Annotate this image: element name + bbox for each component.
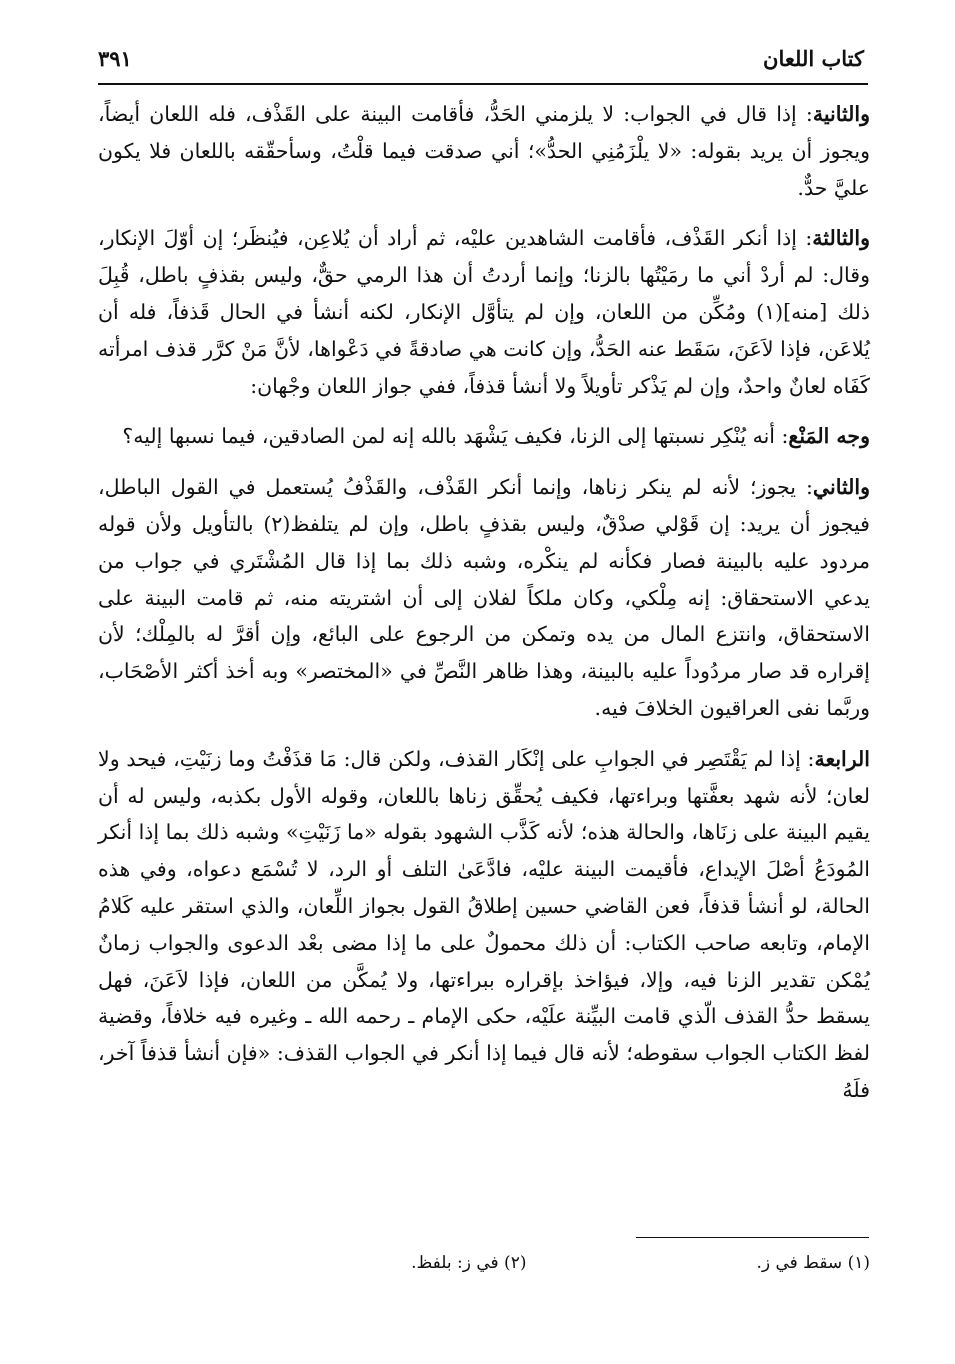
- page-header: [98, 38, 864, 78]
- footnote-text: سقط في ز.: [756, 1253, 843, 1273]
- page-number: ٣٩١: [98, 45, 132, 71]
- header-divider: [98, 83, 868, 85]
- paragraph-text: : إذا أنكر القَذْف، فأقامت الشاهدين عليْه، ثم أراد أن يُلاعِن، فيُنظَر؛ إن أوّلَ الإنكار، وقال: لم أردْ أني ما رمَيْتُها بالزنا؛ وإنما أردتُ أن هذا الرمي حقٌّ، وليس بقذفٍ باطل، قُبِلَ ذلك [منه](١) ومُكِّن من اللعان، وإن لم يتأوَّل الإنكار، لكنه أنشأ في الحال قَذفاً، فله أن يُلاعَن، فإذا لاَعَنَ، سَقَط عنه الحَدُّ، وإن كانت هي صادقةً في دَعْواها، لأنَّ مَنْ كرَّر قذف امرأته كَفَاه لعانٌ واحدٌ، وإن لم يَذْكر تأويلاً ولا أنشأ قذفاً، ففي جواز اللعان وجْهان:: [98, 226, 870, 398]
- paragraph: [98, 469, 870, 727]
- paragraph-lead: الرابعة: [814, 746, 870, 771]
- paragraph: [98, 220, 870, 404]
- paragraph-lead: والثانية: [812, 102, 870, 126]
- paragraph: [98, 96, 870, 206]
- footnote: [756, 1253, 870, 1273]
- paragraph-text: : أنه يُنْكِر نسبتها إلى الزنا، فكيف يَشْهَد بالله إنه لمن الصادقين، فيما نسبها إليه؟: [122, 424, 789, 449]
- paragraph-lead: والثالثة: [812, 226, 870, 251]
- footnote-marker: (١): [847, 1253, 870, 1273]
- footnotes: [98, 1243, 870, 1283]
- footnote: [411, 1253, 526, 1273]
- footnote-text: في ز: بلفظ.: [411, 1253, 499, 1273]
- footnote-marker: (٢): [504, 1253, 527, 1273]
- footnote-divider: [636, 1237, 869, 1238]
- paragraph: [98, 418, 870, 455]
- paragraph-text: : يجوز؛ لأنه لم ينكر زناها، وإنما أنكر القَذْف، والقَذْفُ يُستعمل في القول الباطل، فيجوز أن يريد: إن قَوْلي صدْقٌ، وليس بقذفٍ باطل، وإن لم يتلفظ(٢) بالتأويل ولأن قوله مردود عليه بالبينة فصار فكأنه لم ينكْره، وشبه ذلك بما إذا قال المُشْتَري في جواب من يدعي الاستحقاق: إنه مِلْكي، وكان ملكاً لفلان إلى أن اشتريته منه، ثم قامت البينة على الاستحقاق، وانتزع المال من يده وتمكن من الرجوع على البائع، وإن أقرَّ له بالمِلْك؛ لأن إقراره قد صار مردُوداً عليه بالبينة، وهذا ظاهر النَّصِّ في «المختصر» وبه أخذ أكثر الأصْحَاب، وربَّما نفى العراقيون الخلافَ فيه.: [98, 475, 870, 720]
- paragraph: [98, 741, 870, 1109]
- paragraph-lead: وجه المَنْع: [788, 424, 870, 449]
- paragraph-lead: والثاني: [812, 475, 870, 500]
- paragraph-text: : إذا قال في الجواب: لا يلزمني الحَدُّ، فأقامت البينة على القَذْف، فله اللعان أيضاً، ويجوز أن يريد بقوله: «لا يلْزَمُنِي الحدُّ»؛ أني صدقت فيما قلْتُ، وسأحقّقه باللعان فلا يكون عليَّ حدٌّ.: [98, 102, 870, 200]
- chapter-title: كتاب اللعان: [763, 45, 864, 71]
- main-text: [98, 96, 870, 1123]
- paragraph-text: : إذا لم يَقْتَصِر في الجوابِ على إنْكَار القذف، ولكن قال: مَا قذَفْتُ وما زنَيْتِ، فيحد ولا لعان؛ لأنه شهد بعفَّتها وبراءتها، فكيف يُحقِّق زناها باللعان، وقوله الأول بكذبه، وليس له أن يقيم البينة على زنَاها، والحالة هذه؛ لأنه كَذَّب الشهود بقوله «ما زَنَيْتِ» وشبه ذلك بما إذا أنكر المُودَعُ أصْلَ الإيداع، فأقيمت البينة عليْه، فادَّعَىٰ التلف أو الرد، لا تُسْمَع دعواه، وفي هذه الحالة، لو أنشأ قذفاً، فعن القاضي حسين إطلاقُ القول بجواز اللِّعان، والذي استقر عليه كَلامُ الإمام، وتابعه صاحب الكتاب: أن ذلك محمولٌ على ما إذا مضى بعْد الدعوى والجواب زمانٌ يُمْكن تقدير الزنا فيه، وإلا، فيؤاخذ بإقراره ببراءتها، ولا يُمكَّن من اللعان، فإذا لاَعَنَ، فهل يسقط حدُّ القذف الّذي قامت البيِّنة علَيْه، حكى الإمام ـ رحمه الله ـ وغيره فيه خلافاً، وقضية لفظ الكتاب الجواب سقوطه؛ لأنه قال فيما إذا أنكر في الجواب القذف: «فإن أنشأ قذفاً آخر، فلَهُ: [98, 746, 870, 1102]
